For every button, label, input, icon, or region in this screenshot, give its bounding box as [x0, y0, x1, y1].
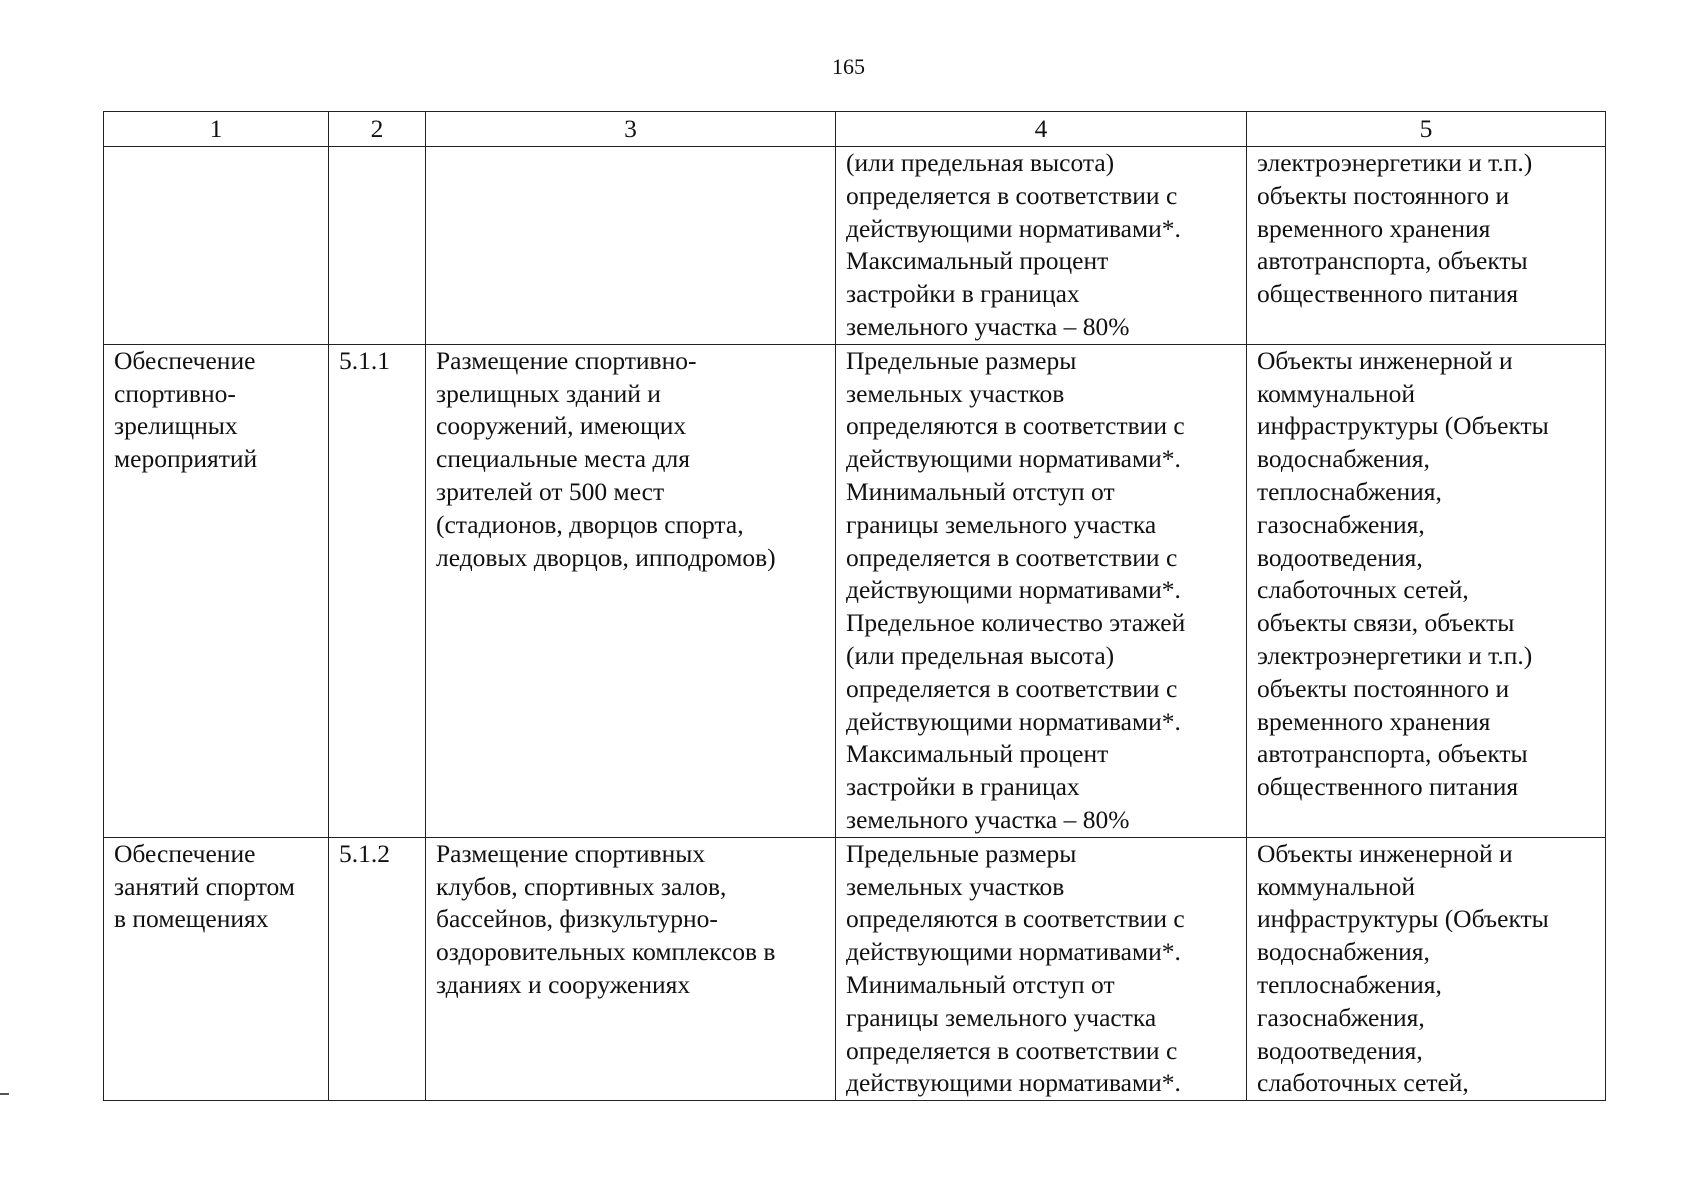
cell-text-line: зрителей от 500 мест: [436, 476, 665, 506]
cell-auxiliary-uses: [1247, 837, 1606, 1100]
cell-code: [329, 147, 426, 345]
cell-text-line: застройки в границах: [846, 772, 1080, 802]
table-row: [104, 147, 1606, 345]
cell-description: [426, 147, 836, 345]
cell-text-line: коммунальной: [1257, 378, 1415, 408]
cell-text-line: ледовых дворцов, ипподромов): [436, 542, 776, 572]
cell-text-line: теплоснабжения,: [1257, 476, 1442, 506]
cell-text-line: определяется в соответствии с: [846, 673, 1178, 703]
cell-text-line: общественного питания: [1257, 279, 1519, 309]
cell-text-line: границы земельного участка: [846, 1002, 1157, 1032]
cell-text-line: действующими нормативами*.: [846, 575, 1181, 605]
cell-text-line: коммунальной: [1257, 871, 1415, 901]
cell-text-line: застройки в границах: [846, 279, 1080, 309]
cell-text-line: временного хранения: [1257, 213, 1491, 243]
cell-text-line: (стадионов, дворцов спорта,: [436, 509, 744, 539]
cell-text-line: мероприятий: [114, 444, 258, 474]
cell-parameters: [836, 344, 1247, 837]
cell-text-line: зданиях и сооружениях: [436, 969, 691, 999]
cell-text-line: временного хранения: [1257, 706, 1491, 736]
cell-text-line: определяются в соответствии с: [846, 411, 1185, 441]
cell-text-line: земельных участков: [846, 378, 1065, 408]
table-row: [104, 837, 1606, 1100]
header-col-1: 1: [104, 112, 329, 147]
regulation-table: [103, 111, 1606, 1101]
cell-text-line: сооружений, имеющих: [436, 411, 687, 441]
cell-text-line: водоснабжения,: [1257, 937, 1430, 967]
cell-text-line: Обеспечение: [114, 838, 256, 868]
cell-text-line: водоотведения,: [1257, 542, 1423, 572]
cell-text-line: автотранспорта, объекты: [1257, 739, 1528, 769]
header-col-5: 5: [1247, 112, 1606, 147]
cell-text-line: зрелищных зданий и: [436, 378, 661, 408]
cell-text-line: оздоровительных комплексов в: [436, 937, 776, 967]
cell-text-line: Объекты инженерной и: [1257, 838, 1513, 868]
header-col-4: 4: [836, 112, 1247, 147]
cell-text-line: Предельное количество этажей: [846, 608, 1186, 638]
cell-text-line: действующими нормативами*.: [846, 706, 1181, 736]
page-number: 165: [832, 54, 865, 79]
cell-text-line: водоотведения,: [1257, 1035, 1423, 1065]
cell-text-line: бассейнов, физкультурно-: [436, 904, 718, 934]
cell-text-line: газоснабжения,: [1257, 509, 1425, 539]
cell-text-line: в помещениях: [114, 904, 269, 934]
cell-text-line: автотранспорта, объекты: [1257, 246, 1528, 276]
cell-text-line: действующими нормативами*.: [846, 937, 1181, 967]
cell-text-line: Обеспечение: [114, 345, 256, 375]
header-col-3: 3: [426, 112, 836, 147]
cell-auxiliary-uses: [1247, 147, 1606, 345]
cell-text-line: инфраструктуры (Объекты: [1257, 904, 1549, 934]
header-col-2: 2: [329, 112, 426, 147]
cell-text-line: Максимальный процент: [846, 739, 1109, 769]
cell-text-line: клубов, спортивных залов,: [436, 871, 727, 901]
cell-text-line: теплоснабжения,: [1257, 969, 1442, 999]
cell-text-line: общественного питания: [1257, 772, 1519, 802]
cell-text-line: определяется в соответствии с: [846, 1035, 1178, 1065]
cell-text-line: границы земельного участка: [846, 509, 1157, 539]
cell-code: 5.1.2: [329, 837, 426, 1100]
cell-text-line: зрелищных: [114, 411, 238, 441]
table-header-row: [104, 112, 1606, 147]
cell-description: [426, 837, 836, 1100]
cell-text-line: объекты постоянного и: [1257, 180, 1510, 210]
cell-text-line: объекты связи, объекты: [1257, 608, 1515, 638]
scan-margin-mark: [0, 1093, 9, 1095]
cell-text-line: Размещение спортивно-: [436, 345, 697, 375]
cell-text-line: Минимальный отступ от: [846, 476, 1115, 506]
cell-text-line: слаботочных сетей,: [1257, 1068, 1469, 1098]
cell-text-line: (или предельная высота): [846, 640, 1115, 670]
cell-text-line: Предельные размеры: [846, 345, 1077, 375]
cell-text-line: земельных участков: [846, 871, 1065, 901]
cell-text-line: действующими нормативами*.: [846, 213, 1181, 243]
cell-code: 5.1.1: [329, 344, 426, 837]
cell-activity-name: [104, 147, 329, 345]
cell-text-line: действующими нормативами*.: [846, 444, 1181, 474]
cell-auxiliary-uses: [1247, 344, 1606, 837]
cell-text-line: газоснабжения,: [1257, 1002, 1425, 1032]
cell-text-line: слаботочных сетей,: [1257, 575, 1469, 605]
cell-activity-name: [104, 837, 329, 1100]
cell-text-line: объекты постоянного и: [1257, 673, 1510, 703]
cell-text-line: определяется в соответствии с: [846, 542, 1178, 572]
cell-text-line: действующими нормативами*.: [846, 1068, 1181, 1098]
cell-text-line: Максимальный процент: [846, 246, 1109, 276]
cell-text-line: Минимальный отступ от: [846, 969, 1115, 999]
cell-text-line: занятий спортом: [114, 871, 295, 901]
cell-text-line: специальные места для: [436, 444, 690, 474]
cell-text-line: Объекты инженерной и: [1257, 345, 1513, 375]
cell-text-line: Предельные размеры: [846, 838, 1077, 868]
cell-activity-name: [104, 344, 329, 837]
cell-text-line: водоснабжения,: [1257, 444, 1430, 474]
cell-text-line: земельного участка – 80%: [846, 804, 1130, 834]
cell-text-line: инфраструктуры (Объекты: [1257, 411, 1549, 441]
cell-parameters: [836, 147, 1247, 345]
table-row: [104, 344, 1606, 837]
cell-text-line: (или предельная высота): [846, 148, 1115, 177]
cell-text-line: Размещение спортивных: [436, 838, 706, 868]
cell-text-line: земельного участка – 80%: [846, 311, 1130, 341]
cell-description: [426, 344, 836, 837]
cell-text-line: определяется в соответствии с: [846, 180, 1178, 210]
cell-text-line: электроэнергетики и т.п.): [1257, 640, 1533, 670]
cell-parameters: [836, 837, 1247, 1100]
cell-text-line: электроэнергетики и т.п.): [1257, 148, 1533, 177]
cell-text-line: определяются в соответствии с: [846, 904, 1185, 934]
cell-text-line: спортивно-: [114, 378, 236, 408]
